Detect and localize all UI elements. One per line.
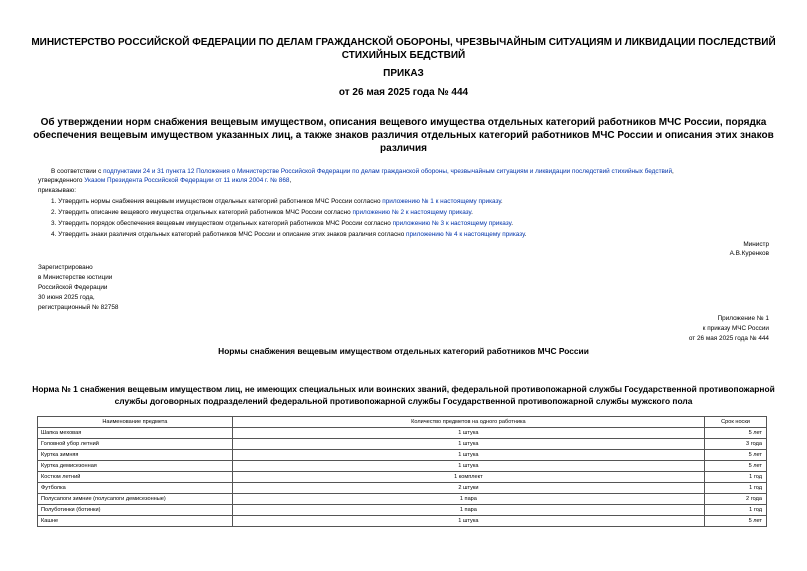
item-quantity: 1 пара — [232, 494, 704, 505]
appendix-1-link[interactable]: приложению № 1 к настоящему приказу — [382, 198, 501, 205]
order-item-end: . — [500, 198, 503, 205]
registration-line: в Министерстве юстиции — [38, 274, 113, 281]
table-row — [38, 516, 767, 527]
item-name: Полусапоги зимние (полусапоги демисезонные) — [38, 494, 233, 505]
appendix-date: от 26 мая 2025 года № 444 — [688, 335, 769, 342]
norm-1-title: Норма № 1 снабжения вещевым имуществом лиц, не имеющих специальных или воинских званий, федеральной противопожарной службы Государственной противопожарной службы договорных подразделений федеральной противопожарной службы Государственной противопожарной службы мужского пола — [32, 384, 775, 406]
item-wear-period: 2 года — [705, 494, 767, 505]
item-wear-period: 1 год — [705, 483, 767, 494]
appendix-4-link[interactable]: приложению № 4 к настоящему приказу — [406, 231, 525, 238]
order-item-end: . — [524, 231, 527, 238]
registration-line: 30 июня 2025 года, — [38, 294, 95, 301]
item-quantity: 1 штука — [232, 461, 704, 472]
preamble-text: , — [289, 177, 292, 184]
order-item — [51, 198, 503, 207]
preamble-orders: приказываю: — [38, 187, 76, 194]
item-wear-period: 5 лет — [705, 428, 767, 439]
registration-block — [38, 263, 118, 313]
table-row — [38, 461, 767, 472]
order-item — [51, 209, 473, 218]
document-type: ПРИКАЗ — [383, 68, 424, 79]
preamble-text: В соответствии с — [51, 168, 104, 175]
order-item-text: 3. Утвердить порядок обеспечения вещевым имуществом отдельных категорий работников МЧС России согласно — [51, 220, 393, 227]
table-row — [38, 472, 767, 483]
table-row — [38, 428, 767, 439]
item-wear-period: 3 года — [705, 439, 767, 450]
item-quantity: 1 штука — [232, 516, 704, 527]
item-quantity: 1 комплект — [232, 472, 704, 483]
item-name: Шапка меховая — [38, 428, 233, 439]
item-wear-period: 1 год — [705, 472, 767, 483]
appendix-number: Приложение № 1 — [717, 315, 769, 322]
item-wear-period: 5 лет — [705, 450, 767, 461]
order-item-end: . — [511, 220, 513, 227]
item-quantity: 1 штука — [232, 428, 704, 439]
item-wear-period: 1 год — [705, 505, 767, 516]
order-item-text: 4. Утвердить знаки различия отдельных категорий работников МЧС России и описание этих знаков различия согласно — [51, 231, 407, 238]
item-quantity: 1 штука — [232, 439, 704, 450]
table-row — [38, 483, 767, 494]
signature-block — [730, 241, 769, 258]
norms-table — [37, 416, 767, 527]
order-item-end: . — [471, 209, 473, 216]
preamble-line-1 — [51, 168, 674, 177]
appendix-header — [689, 314, 769, 344]
preamble-text: , — [672, 168, 674, 175]
table-row — [38, 439, 767, 450]
item-wear-period: 5 лет — [705, 461, 767, 472]
registration-line: Зарегистрировано — [38, 264, 93, 271]
column-header-wear-period: Срок носки — [705, 417, 767, 428]
signature-name: А.В.Куренков — [729, 249, 769, 257]
item-name: Футболка — [38, 483, 233, 494]
appendix-3-link[interactable]: приложению № 3 к настоящему приказу — [392, 220, 512, 227]
appendix-2-link[interactable]: приложению № 2 к настоящему приказу — [352, 209, 472, 216]
item-name: Полуботинки (ботинки) — [38, 505, 233, 516]
preamble-line-2 — [38, 177, 291, 186]
item-quantity: 1 штука — [232, 450, 704, 461]
item-name: Куртка демисезонная — [38, 461, 233, 472]
preamble-text: утвержденного — [38, 177, 85, 184]
item-name: Куртка зимняя — [38, 450, 233, 461]
ministry-name: МИНИСТЕРСТВО РОССИЙСКОЙ ФЕДЕРАЦИИ ПО ДЕЛАМ ГРАЖДАНСКОЙ ОБОРОНЫ, ЧРЕЗВЫЧАЙНЫМ СИТУАЦИЯМ И ЛИКВИДАЦИИ ПОСЛЕДСТВИЙ СТИХИЙНЫХ БЕДСТВИЙ — [31, 37, 776, 61]
table-row — [38, 494, 767, 505]
appendix-reference: к приказу МЧС России — [702, 325, 769, 332]
item-quantity: 1 пара — [232, 505, 704, 516]
column-header-item: Наименование предмета — [38, 417, 233, 428]
item-wear-period: 5 лет — [705, 516, 767, 527]
decree-link[interactable]: Указом Президента Российской Федерации от 11 июля 2004 г. № 868 — [84, 177, 290, 184]
order-item-text: 1. Утвердить нормы снабжения вещевым имуществом отдельных категорий работников МЧС России согласно — [51, 198, 383, 205]
registration-line: регистрационный № 82758 — [38, 304, 119, 311]
table-row — [38, 450, 767, 461]
item-name: Костюм летний — [38, 472, 233, 483]
order-item — [51, 231, 526, 240]
order-item — [51, 220, 513, 229]
registration-line: Российской Федерации — [38, 284, 108, 291]
order-subject: Об утверждении норм снабжения вещевым имуществом, описания вещевого имущества отдельных категорий работников МЧС России, порядка обеспечения вещевым имуществом указанных лиц, а также знаков различия отдельных категорий работников МЧС России и описания этих знаков различия — [33, 117, 774, 154]
table-row — [38, 505, 767, 516]
norms-title: Нормы снабжения вещевым имуществом отдельных категорий работников МЧС России — [218, 346, 589, 356]
column-header-quantity: Количество предметов на одного работника — [232, 417, 704, 428]
order-date-number: от 26 мая 2025 года № 444 — [338, 87, 469, 98]
order-item-text: 2. Утвердить описание вещевого имущества отдельных категорий работников МЧС России согласно — [51, 209, 353, 216]
table-header-row — [38, 417, 767, 428]
item-quantity: 2 штуки — [232, 483, 704, 494]
item-name: Кашне — [38, 516, 233, 527]
item-name: Головной убор летний — [38, 439, 233, 450]
regulation-link[interactable]: подпунктами 24 и 31 пункта 12 Положения о Министерстве Российской Федерации по делам гражданской обороны, чрезвычайным ситуациям и ликвидации последствий стихийных бедствий — [103, 168, 673, 175]
signature-title: Министр — [743, 241, 769, 248]
